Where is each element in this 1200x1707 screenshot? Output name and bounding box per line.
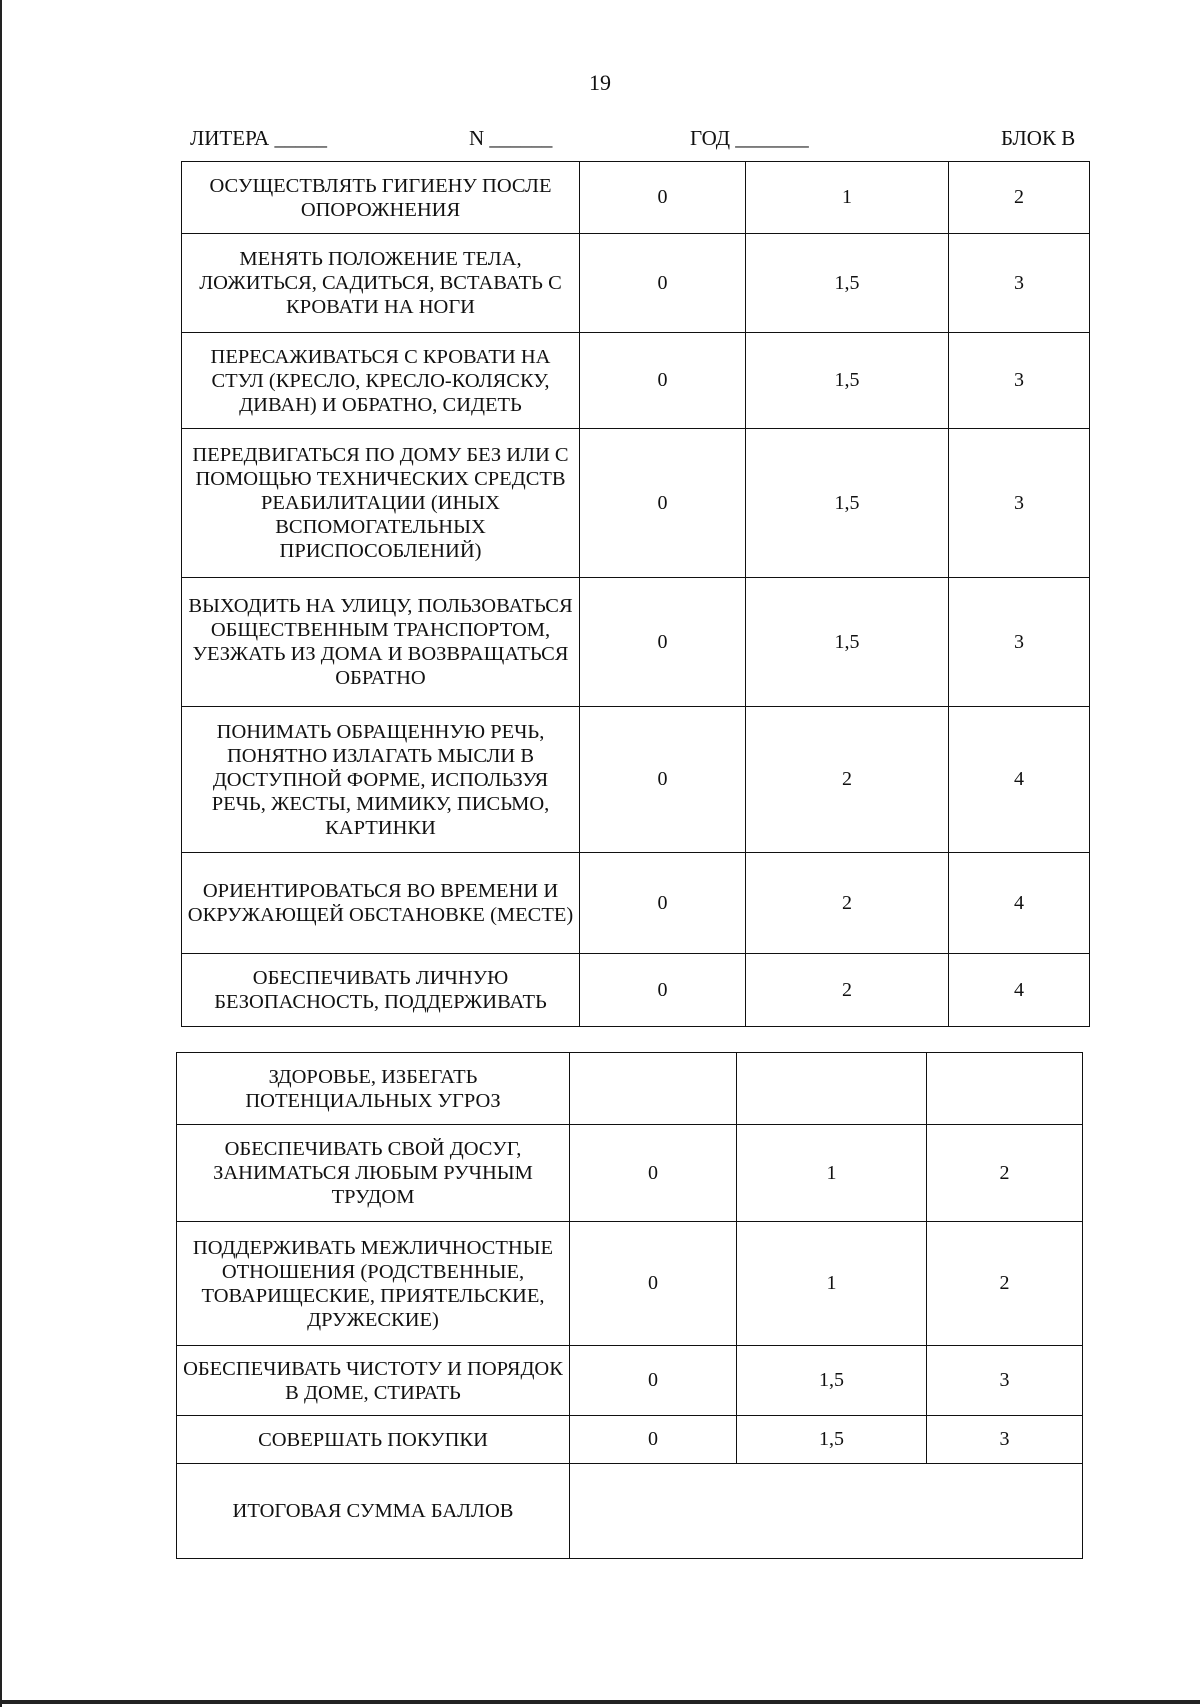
score-cell: 0 (570, 1222, 737, 1346)
score-cell: 1,5 (737, 1416, 927, 1464)
score-cell: 2 (746, 707, 949, 853)
score-cell: 0 (580, 333, 746, 429)
header-litera: ЛИТЕРА _____ (190, 126, 327, 150)
score-cell: 0 (570, 1416, 737, 1464)
score-cell: 0 (570, 1346, 737, 1416)
score-cell: 3 (927, 1416, 1083, 1464)
score-cell: 3 (949, 429, 1090, 578)
score-cell: 1 (737, 1125, 927, 1222)
score-cell: 3 (949, 333, 1090, 429)
activity-cell: ПОДДЕРЖИВАТЬ МЕЖЛИЧНОСТНЫЕ ОТНОШЕНИЯ (РОДСТВЕННЫЕ, ТОВАРИЩЕСКИЕ, ПРИЯТЕЛЬСКИЕ, ДРУЖЕСКИЕ) (177, 1222, 570, 1346)
score-cell: 1 (746, 162, 949, 234)
page-number: 19 (589, 70, 611, 95)
score-cell: 1,5 (737, 1346, 927, 1416)
score-cell (570, 1053, 737, 1125)
table-row (182, 162, 1090, 234)
table-row (177, 1125, 1083, 1222)
activity-cell: МЕНЯТЬ ПОЛОЖЕНИЕ ТЕЛА, ЛОЖИТЬСЯ, САДИТЬСЯ, ВСТАВАТЬ С КРОВАТИ НА НОГИ (182, 234, 580, 333)
table-row (182, 954, 1090, 1027)
score-cell: 2 (927, 1222, 1083, 1346)
score-cell: 1,5 (746, 234, 949, 333)
score-cell: 2 (949, 162, 1090, 234)
scan-bottom-edge (0, 1700, 1200, 1704)
table-row (177, 1222, 1083, 1346)
score-cell: 2 (927, 1125, 1083, 1222)
activity-cell: ОБЕСПЕЧИВАТЬ СВОЙ ДОСУГ, ЗАНИМАТЬСЯ ЛЮБЫМ РУЧНЫМ ТРУДОМ (177, 1125, 570, 1222)
activity-cell: ПОНИМАТЬ ОБРАЩЕННУЮ РЕЧЬ, ПОНЯТНО ИЗЛАГАТЬ МЫСЛИ В ДОСТУПНОЙ ФОРМЕ, ИСПОЛЬЗУЯ РЕЧЬ, ЖЕСТЫ, МИМИКУ, ПИСЬМО, КАРТИНКИ (182, 707, 580, 853)
table-row (182, 707, 1090, 853)
score-cell: 1,5 (746, 429, 949, 578)
activity-cell: ОРИЕНТИРОВАТЬСЯ ВО ВРЕМЕНИ И ОКРУЖАЮЩЕЙ ОБСТАНОВКЕ (МЕСТЕ) (182, 853, 580, 954)
score-cell (737, 1053, 927, 1125)
total-row (177, 1464, 1083, 1559)
score-cell: 0 (580, 429, 746, 578)
table-row (177, 1416, 1083, 1464)
score-cell (927, 1053, 1083, 1125)
table-row (182, 429, 1090, 578)
score-cell: 2 (746, 954, 949, 1027)
scan-left-edge (0, 0, 2, 1707)
scores-table-top (181, 161, 1090, 1027)
activity-cell: ПЕРЕСАЖИВАТЬСЯ С КРОВАТИ НА СТУЛ (КРЕСЛО, КРЕСЛО-КОЛЯСКУ, ДИВАН) И ОБРАТНО, СИДЕТЬ (182, 333, 580, 429)
table-row (182, 234, 1090, 333)
score-cell: 0 (580, 707, 746, 853)
score-cell: 0 (580, 853, 746, 954)
header-block: БЛОК В (1001, 126, 1076, 150)
score-cell: 3 (949, 578, 1090, 707)
table-row (182, 578, 1090, 707)
activity-cell: ОБЕСПЕЧИВАТЬ ЧИСТОТУ И ПОРЯДОК В ДОМЕ, СТИРАТЬ (177, 1346, 570, 1416)
header-number: N ______ (469, 126, 553, 150)
score-cell: 2 (746, 853, 949, 954)
table-row (177, 1346, 1083, 1416)
activity-cell: ОСУЩЕСТВЛЯТЬ ГИГИЕНУ ПОСЛЕ ОПОРОЖНЕНИЯ (182, 162, 580, 234)
table-row (182, 853, 1090, 954)
table-row (182, 333, 1090, 429)
score-cell: 1,5 (746, 578, 949, 707)
score-cell: 4 (949, 954, 1090, 1027)
activity-cell: ПЕРЕДВИГАТЬСЯ ПО ДОМУ БЕЗ ИЛИ С ПОМОЩЬЮ ТЕХНИЧЕСКИХ СРЕДСТВ РЕАБИЛИТАЦИИ (ИНЫХ ВСПОМОГАТЕЛЬНЫХ ПРИСПОСОБЛЕНИЙ) (182, 429, 580, 578)
score-cell: 4 (949, 707, 1090, 853)
score-cell: 1 (737, 1222, 927, 1346)
total-label: ИТОГОВАЯ СУММА БАЛЛОВ (177, 1464, 570, 1559)
score-cell: 4 (949, 853, 1090, 954)
score-cell: 0 (580, 954, 746, 1027)
score-cell: 0 (580, 234, 746, 333)
activity-cell: ЗДОРОВЬЕ, ИЗБЕГАТЬ ПОТЕНЦИАЛЬНЫХ УГРОЗ (177, 1053, 570, 1125)
score-cell: 0 (570, 1125, 737, 1222)
header-year: ГОД _______ (690, 126, 809, 150)
scores-table-bottom (176, 1052, 1083, 1559)
score-cell: 0 (580, 578, 746, 707)
table-row (177, 1053, 1083, 1125)
score-cell: 3 (927, 1346, 1083, 1416)
total-value-cell[interactable] (570, 1464, 1083, 1559)
activity-cell: ВЫХОДИТЬ НА УЛИЦУ, ПОЛЬЗОВАТЬСЯ ОБЩЕСТВЕННЫМ ТРАНСПОРТОМ, УЕЗЖАТЬ ИЗ ДОМА И ВОЗВРАЩАТЬСЯ ОБРАТНО (182, 578, 580, 707)
score-cell: 0 (580, 162, 746, 234)
activity-cell: ОБЕСПЕЧИВАТЬ ЛИЧНУЮ БЕЗОПАСНОСТЬ, ПОДДЕРЖИВАТЬ (182, 954, 580, 1027)
activity-cell: СОВЕРШАТЬ ПОКУПКИ (177, 1416, 570, 1464)
score-cell: 3 (949, 234, 1090, 333)
score-cell: 1,5 (746, 333, 949, 429)
